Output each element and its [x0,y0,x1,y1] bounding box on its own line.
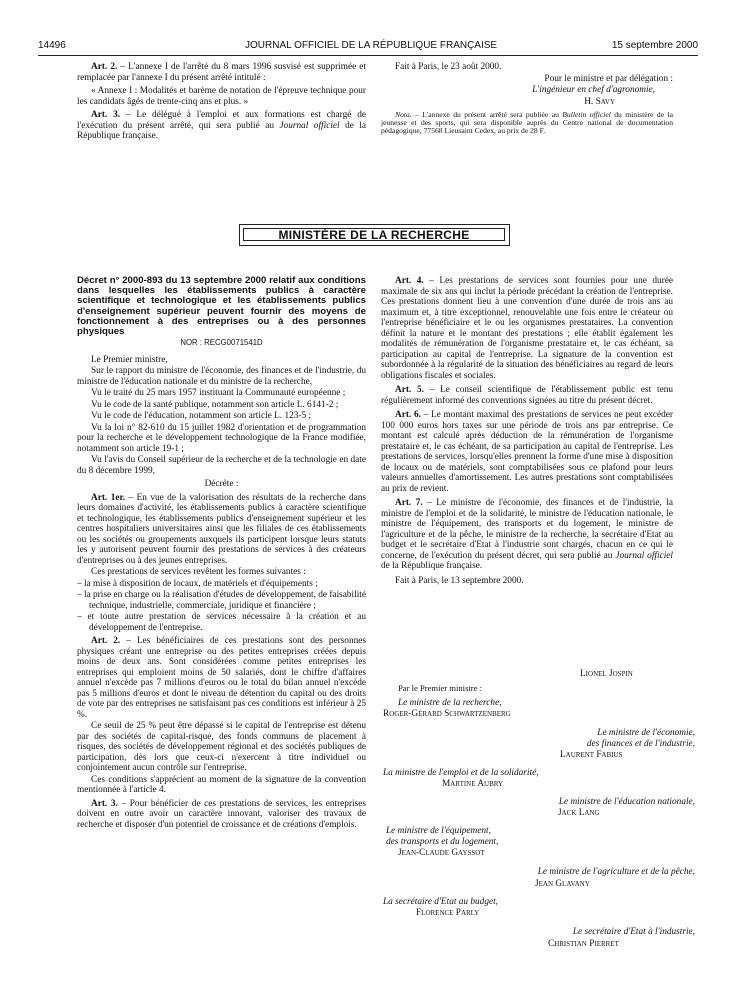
visa-2: Vu le traité du 25 mars 1957 instituant la Communauté européenne ; [91,388,346,399]
signatory-role: Le ministre de l'éducation nationale, [558,797,695,807]
issue-date: 15 septembre 2000 [611,40,698,51]
decree-left-column [77,276,366,831]
signatory-name: Laurent Fabius [560,750,623,760]
signatory-role: La ministre de l'emploi et de la solidarité, [383,768,539,778]
signatory-name: Martine Aubry [442,779,504,789]
visa-4: Vu le code de l'éducation, notamment son article L. 123-5 ; [91,411,312,422]
visa-5: Vu la loi n° 82-610 du 15 juillet 1982 d'orientation et de programmation pour la recherche et le développement technologique de la France modifiée, notamment son article 19-1 ; [77,422,366,454]
article-2: Art. 2. – Les bénéficiaires de ces prestations sont des personnes physiques créant une entreprise ou des petites entreprises créées depuis moins de deux ans. Sont considérées comme petites entreprises les entreprises qui emploient moins de 50 salariés, dont le chiffre d'affaires annuel n'excède pas 7 millions d'euros ou le total du bilan annuel n'excède pas 5 millions d'euros et dont le niveau de détention du capital ou des droits de vote par des entreprises ne satisfaisant pas ces conditions est inférieur à 25 %. [77,636,366,720]
signatory-role: La secrétaire d'Etat au budget, [383,897,498,907]
fait-date: Fait à Paris, le 23 août 2000. [395,62,502,72]
signatory-role: Le ministre de l'économie, [597,728,695,738]
signatory-name: Jean Glavany [535,879,590,889]
article-6: Art. 6. – Le montant maximal des prestations de services ne peut excéder 100 000 euros hors taxes sur une période de trois ans par entreprise. Ce montant est calculé après déduction de la rémunération de l'organisme prestataire et, le cas échéant, de sa participation au capital de l'entreprise. Les prestations de services, lorsqu'elles prennent la forme d'une mise à disposition de locaux ou de matériels, sont comptabilisées sous ce plafond pour leurs valeurs annuelles d'amortissement. Les autres prestations sont comptabilisées au prix de revient. [381,410,673,494]
signatory-role: Le ministre de l'agriculture et de la pêche, [537,867,695,877]
signatory-role: Le ministre de la recherche, [398,698,502,708]
article-3: Art. 3. – Pour bénéficier de ces prestations de services, les entreprises doivent en outre avoir un caractère innovant, valoriser des travaux de recherche et disposer d'un potentiel de croissance et de créations d'emplois. [77,798,366,830]
signatory-role-2: des transports et du logement, [386,837,499,847]
delegation: Pour le ministre et par délégation : [544,73,673,84]
signatory-role: Le ministre de l'équipement, [386,826,491,836]
article-1-forms: Ces prestations de services revêtent les formes suivantes : [91,567,306,578]
article-2-p3: Ces conditions s'apprécient au moment de la signature de la convention mentionnée à l'article 4. [77,774,366,796]
arrete-article-2: Art. 2. – L'annexe I de l'arrêté du 8 mars 1996 susvisé est supprimée et remplacée par l'annexe I du présent arrêté intitulé : [77,62,367,83]
decrete: Décrète : [204,479,239,490]
article-1: Art. 1er. – En vue de la valorisation des résultats de la recherche dans leurs domaines d'activité, les établissements publics à caractère scientifique et technologique, les établissements publics d'enseignement supérieur et les centres hospitaliers universitaires ainsi que les filiales de ces établissements ou les sociétés ou groupements auxquels ils participent lorsque leurs statuts les y autorisent peuvent fournir des prestations de services à des créateurs d'entreprises ou à des jeunes entreprises. [77,492,366,566]
signer-name: H. Savy [584,96,615,107]
nor-reference: NOR : RECG0071541D [180,338,263,348]
page-header [38,40,698,54]
premier-ministre: Le Premier ministre, [91,354,168,365]
signatory-role: Le secrétaire d'Etat à l'industrie, [572,927,695,937]
journal-title: JOURNAL OFFICIEL DE LA RÉPUBLIQUE FRANÇAISE [245,40,498,51]
signatory-role-2: des finances et de l'industrie, [586,739,695,749]
decree-right-column [381,276,673,587]
article-1-list [77,579,366,634]
signer-role: L'ingénieur en chef d'agronomie, [532,85,655,95]
pm-name: Lionel Jospin [580,669,633,679]
decree-title: Décret n° 2000-893 du 13 septembre 2000 relatif aux conditions dans lesquelles les établissements publics à caractère scientifique et technologique et les établissements publics d'enseignement supérieur peuvent fournir des moyens de fonctionnement à des entreprises ou à des personnes physiques [77,275,366,338]
signatory-name: Roger-Gérard Schwartzenberg [383,709,511,719]
list-item: – la mise à disposition de locaux, de matériels et d'équipements ; [77,578,318,589]
article-4: Art. 4. – Les prestations de services sont fournies pour une durée maximale de six ans qui inclut la période précédant la création de l'entreprise. Ces prestations donnent lieu à une convention d'une durée de trois ans au maximum et, à titre exceptionnel, renouvelable une fois entre le créateur ou l'entreprise bénéficiaire et le ou les organismes prestataires. La convention définit la nature et le montant des prestations ; elle établit également les modalités de rémunération de l'organisme prestataire et, le cas échéant, sa participation au capital de l'entreprise. La signature de la convention est subordonnée à la régularité de la situation des bénéficiaires au regard de leurs obligations fiscales et sociales. [381,276,673,381]
list-item: – la prise en charge ou la réalisation d'études de développement, de faisabilité technique, industrielle, commerciale, juridique et financière ; [77,590,366,611]
signatory-name: Jack Lang [558,808,600,818]
ministry-title: MINISTÈRE DE LA RECHERCHE [243,228,505,241]
article-2-p2: Ce seuil de 25 % peut être dépassé si le capital de l'entreprise est détenu par des sociétés de capital-risque, des fonds communs de placement à risques, des sociétés de développement régional et des sociétés publiques de participation, dès lors que ceux-ci n'exercent à titre individuel ou conjointement aucun contrôle sur l'entreprise. [77,721,366,774]
visa-3: Vu le code de la santé publique, notamment son article L. 6141-2 ; [91,399,339,410]
par-premier-ministre: Par le Premier ministre : [398,683,483,693]
arrete-article-3: Art. 3. – Le délégué à l'emploi et aux formations est chargé de l'exécution du présent arrêté, qui sera publié au Journal officiel de la République française. [77,110,366,141]
top-right-column [381,62,673,137]
annex-quote: « Annexe I : Modalités et barème de notation de l'épreuve technique pour les candidats âgés de trente-cinq ans et plus. » [77,86,366,107]
top-left-column [77,62,366,143]
signatory-name: Christian Pierret [548,939,619,949]
decree-fait-date: Fait à Paris, le 13 septembre 2000. [395,575,524,586]
list-item: – et toute autre prestation de services nécessaire à la création et au développement de l'entreprise. [77,612,366,633]
visa-6: Vu l'avis du Conseil supérieur de la recherche et de la technologie en date du 8 décembre 1999, [77,455,366,476]
signatory-name: Florence Parly [416,908,480,918]
nota: Nota. – L'annexe du présent arrêté sera publiée au Bulletin officiel du ministère de la jeunesse et des sports, qui sera disponible auprès du Centre national de documentation pédagogique, 77568 Lieusaint Cedex, au prix de 28 F. [381,110,673,136]
visa-1: Sur le rapport du ministre de l'économie, des finances et de l'industrie, du ministre de l'éducation nationale et du ministre de la recherche, [77,366,366,387]
page-number: 14496 [38,40,66,51]
article-5: Art. 5. – Le conseil scientifique de l'établissement public est tenu régulièrement informé des conventions signées au titre du présent décret. [381,385,673,406]
signatory-name: Jean-Claude Gayssot [398,848,485,858]
header-rule [38,55,698,56]
article-7: Art. 7. – Le ministre de l'économie, des finances et de l'industrie, la ministre de l'emploi et de la solidarité, le ministre de l'éducation nationale, le ministre de l'équipement, des transports et du logement, le ministre de l'agriculture et de la pêche, le ministre de la recherche, la secrétaire d'Etat au budget et le secrétaire d'Etat à l'industrie sont chargés, chacun en ce qui le concerne, de l'exécution du présent décret, qui sera publié au Journal officiel de la République française. [381,498,673,571]
ministry-box [239,224,510,246]
